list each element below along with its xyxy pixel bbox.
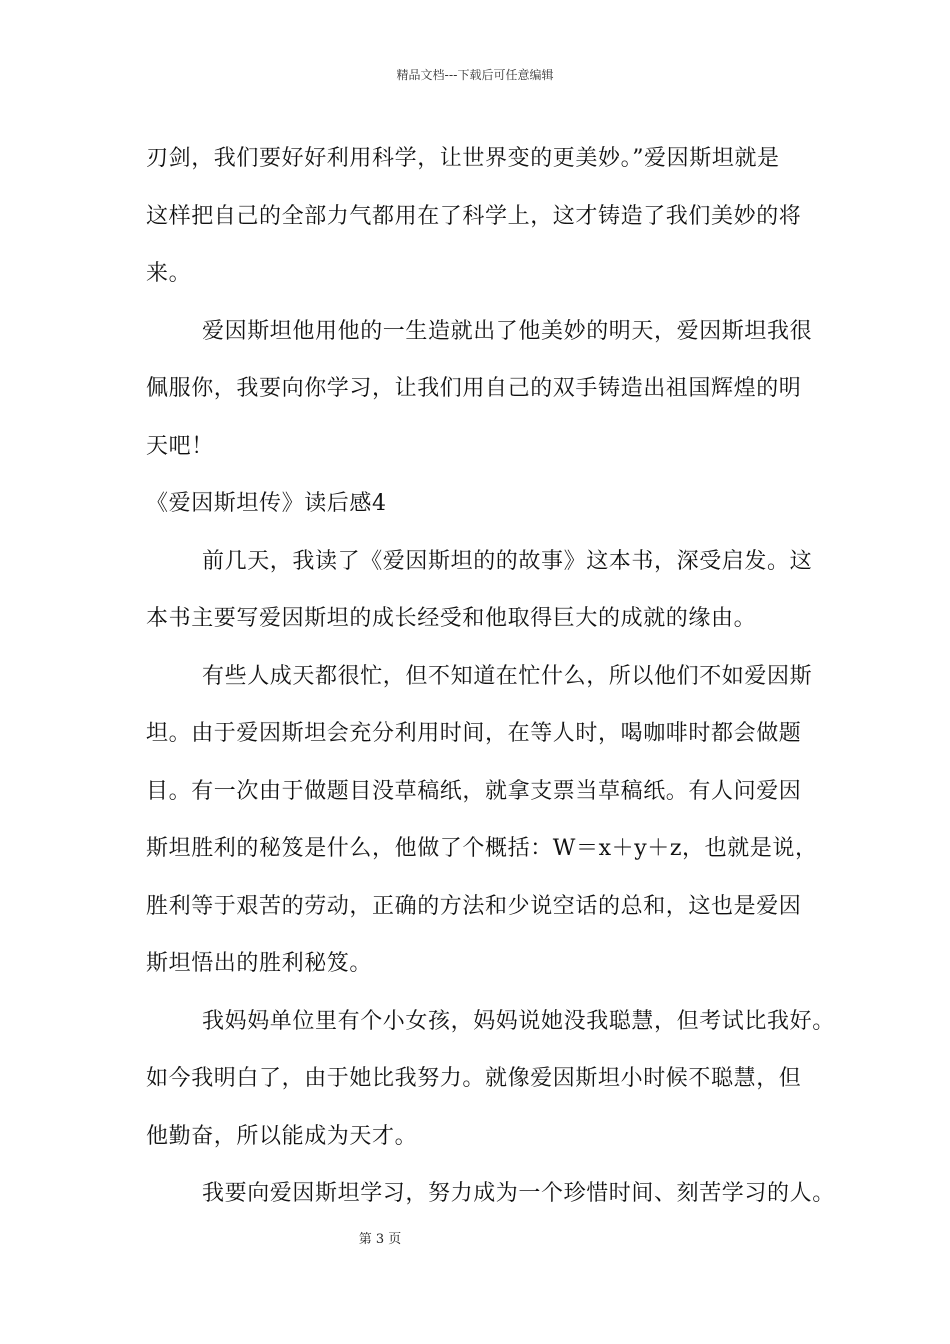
text-line: 我妈妈单位里有个小女孩，妈妈说她没我聪慧，但考试比我好。 bbox=[202, 1008, 835, 1034]
text-line: 斯坦悟出的胜利秘笈。 bbox=[146, 951, 373, 976]
text-line: 爱因斯坦他用他的一生造就出了他美妙的明天，爱因斯坦我很 bbox=[202, 318, 813, 344]
page-header: 精品文档---下载后可任意编辑 bbox=[396, 68, 554, 82]
text-line: 他勤奋，所以能成为天才。 bbox=[146, 1123, 418, 1149]
document-body bbox=[146, 130, 835, 1223]
text-line: 前几天，我读了《爱因斯坦的的故事》这本书，深受启发。这 bbox=[202, 548, 813, 574]
page-number: 第 3 页 bbox=[358, 1232, 402, 1247]
text-line: 胜利等于艰苦的劳动，正确的方法和少说空话的总和，这也是爱因 bbox=[146, 893, 802, 919]
text-line: 天吧！ bbox=[146, 433, 214, 459]
text-line: 刃剑，我们要好好利用科学，让世界变的更美妙。”爱因斯坦就是 bbox=[146, 146, 780, 171]
text-line: 坦。由于爱因斯坦会充分利用时间，在等人时，喝咖啡时都会做题 bbox=[146, 721, 802, 746]
text-line: 佩服你，我要向你学习，让我们用自己的双手铸造出祖国辉煌的明 bbox=[146, 376, 802, 401]
text-line: 有些人成天都很忙，但不知道在忙什么，所以他们不如爱因斯 bbox=[202, 663, 813, 689]
text-line: 本书主要写爱因斯坦的成长经受和他取得巨大的成就的缘由。 bbox=[146, 606, 757, 631]
text-line: 如今我明白了，由于她比我努力。就像爱因斯坦小时候不聪慧，但 bbox=[146, 1066, 802, 1091]
text-line: 来。 bbox=[146, 261, 192, 286]
text-line: 目。有一次由于做题目没草稿纸，就拿支票当草稿纸。有人问爱因 bbox=[146, 778, 802, 804]
text-line: 斯坦胜利的秘笈是什么，他做了个概括：W＝x＋y＋z，也就是说， bbox=[146, 836, 818, 861]
text-line: 这样把自己的全部力气都用在了科学上，这才铸造了我们美妙的将 bbox=[146, 203, 802, 229]
text-line: 我要向爱因斯坦学习，努力成为一个珍惜时间、刻苦学习的人。 bbox=[202, 1181, 835, 1206]
section-title: 《爱因斯坦传》读后感4 bbox=[146, 491, 387, 516]
